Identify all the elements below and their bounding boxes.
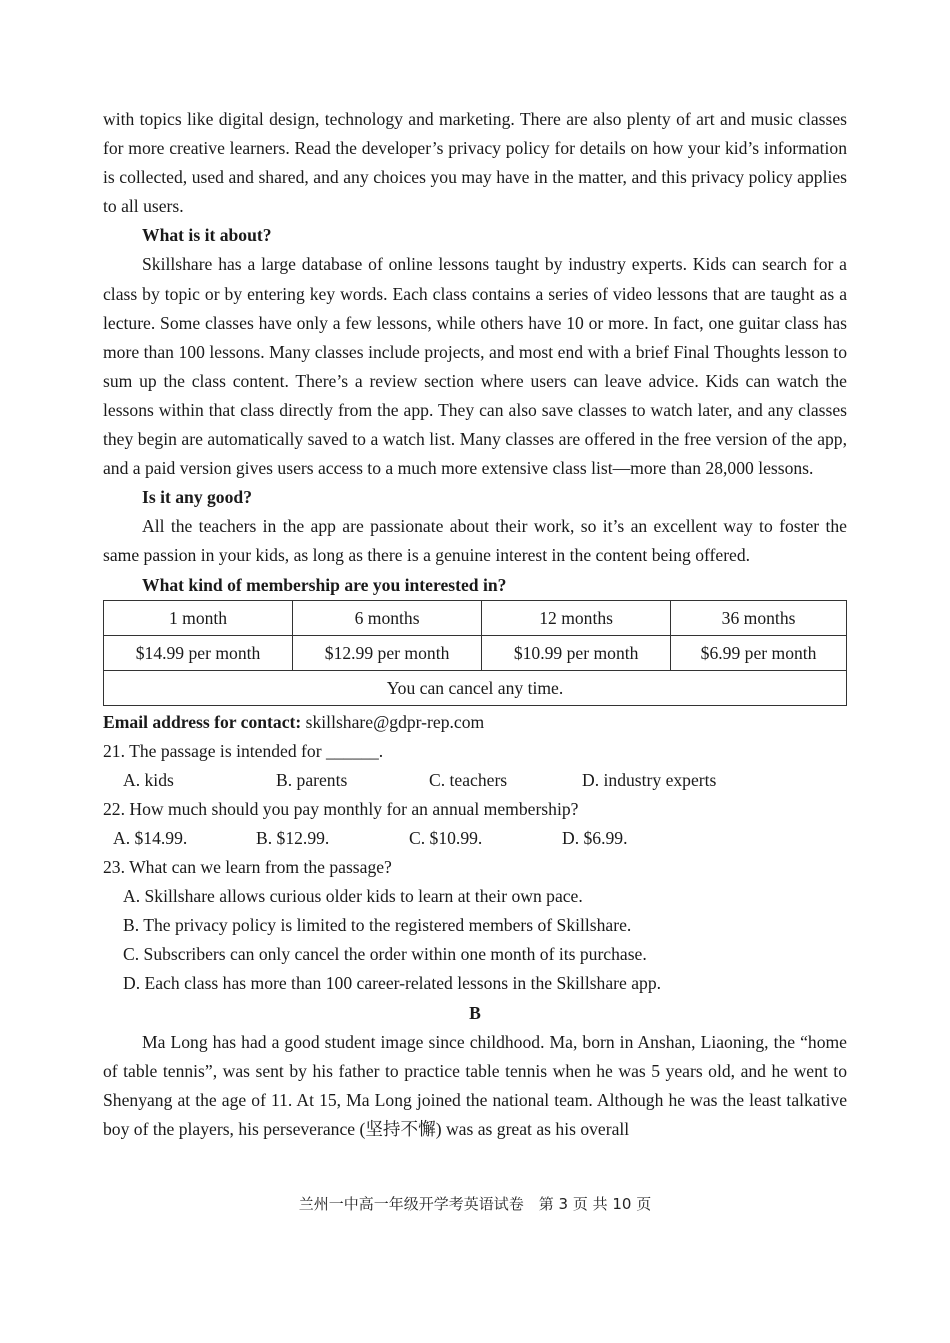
page-content [103,105,847,1144]
option: A. Skillshare allows curious older kids to learn at their own pace. [123,886,583,907]
option: C. Subscribers can only cancel the order within one month of its purchase. [123,944,647,965]
option: D. industry experts [582,769,717,790]
option: A. kids [123,769,174,790]
duration-cell: 36 months [671,600,847,635]
question-22-options [103,824,847,853]
contact-label: Email address for contact: [103,711,302,732]
option: C. $10.99. [409,827,483,848]
price-cell: $12.99 per month [293,635,482,670]
question-23: 23. What can we learn from the passage? [103,857,392,878]
option: B. parents [276,769,348,790]
heading-is-it-any-good: Is it any good? [142,487,252,508]
option: A. $14.99. [113,827,188,848]
question-21: 21. The passage is intended for ______. [103,740,384,761]
duration-cell: 6 months [293,600,482,635]
price-cell: $10.99 per month [482,635,671,670]
cancel-note-cell: You can cancel any time. [104,670,847,705]
option: C. teachers [429,769,508,790]
price-cell: $6.99 per month [671,635,847,670]
contact-email: skillshare@gdpr-rep.com [301,711,485,732]
section-b-heading: B [469,1002,481,1023]
question-21-options [103,766,847,795]
contact-line [103,708,847,737]
option: D. $6.99. [562,827,628,848]
duration-cell: 1 month [104,600,293,635]
table-row-prices [104,635,847,670]
intro-paragraph: with topics like digital design, technology and marketing. There are also plenty of art and music classes for more creative learners. Read the developer’s privacy policy for details on how your kid’s information is collected, used and shared, and any choices you may have in the matter, and this privacy policy applies to all users. [103,109,847,217]
option: B. The privacy policy is limited to the registered members of Skillshare. [123,915,632,936]
option: D. Each class has more than 100 career-related lessons in the Skillshare app. [123,973,662,994]
price-cell: $14.99 per month [104,635,293,670]
heading-membership: What kind of membership are you interested in? [142,574,507,595]
membership-table [103,600,847,706]
option: B. $12.99. [256,827,330,848]
table-row-note [104,670,847,705]
section-b-paragraph: Ma Long has had a good student image since childhood. Ma, born in Anshan, Liaoning, the “home of table tennis”, was sent by his father to practice table tennis when he was 5 years old, and he went to Shenyang at the age of 11. At 15, Ma Long joined the national team. Although he was the least talkative boy of the players, his perseverance (坚持不懈) was as great as his overall [103,1031,847,1139]
question-22: 22. How much should you pay monthly for an annual membership? [103,798,579,819]
page-footer: 兰州一中高一年级开学考英语试卷 第 3 页 共 10 页 [298,1195,652,1213]
heading-what-is-it-about: What is it about? [142,225,272,246]
duration-cell: 12 months [482,600,671,635]
about-paragraph: Skillshare has a large database of online lessons taught by industry experts. Kids can search for a class by topic or by entering key words. Each class contains a series of video lessons that are taught as a lecture. Some classes have only a few lessons, while others have 10 or more. In fact, one guitar class has more than 100 lessons. Many classes include projects, and most end with a brief Final Thoughts lesson to sum up the class content. There’s a review section where users can leave advice. Kids can watch the lessons within that class directly from the app. They can also save classes to watch later, and any classes they begin are automatically saved to a watch list. Many classes are offered in the free version of the app, and a paid version gives users access to a much more extensive class list—more than 28,000 lessons. [103,254,847,479]
table-row-durations [104,600,847,635]
good-paragraph: All the teachers in the app are passionate about their work, so it’s an excellent way to foster the same passion in your kids, as long as there is a genuine interest in the content being offered. [103,516,847,566]
